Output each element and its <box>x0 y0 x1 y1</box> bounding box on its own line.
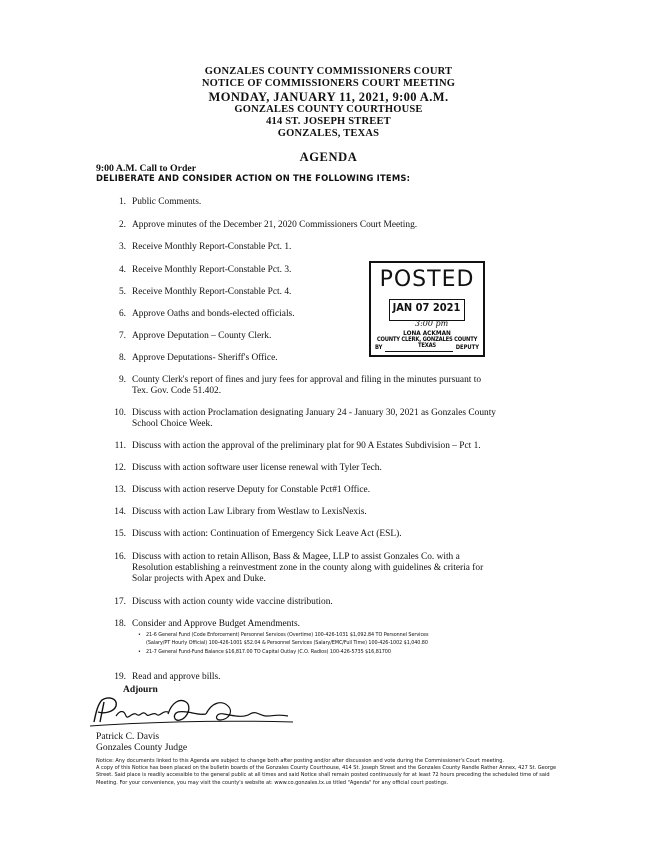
item-text: Discuss with action Proclamation designating January 24 - January 30, 2021 as Gonzales County <box>132 408 496 418</box>
item-text: Discuss with action software user license renewal with Tyler Tech. <box>132 463 382 473</box>
city-state: GONZALES, TEXAS <box>277 128 380 139</box>
notice-text <box>96 758 566 787</box>
item-number: 8. <box>118 353 126 363</box>
deputy-label: DEPUTY <box>455 345 479 351</box>
agenda-item <box>112 441 532 452</box>
agenda-item <box>112 672 532 683</box>
stamp-by-line <box>375 345 479 351</box>
signature-line <box>385 351 453 352</box>
item-number: 3. <box>118 242 126 252</box>
notice-title: NOTICE OF COMMISSIONERS COURT MEETING <box>201 78 456 89</box>
agenda-title: AGENDA <box>299 150 358 164</box>
item-number: 10. <box>114 408 126 418</box>
deliberate-heading: DELIBERATE AND CONSIDER ACTION ON THE FOLLOWING ITEMS: <box>96 173 411 183</box>
agenda-item <box>112 507 532 518</box>
bullet: • <box>138 632 141 638</box>
by-label: BY <box>375 345 383 351</box>
judge-title: Gonzales County Judge <box>96 742 188 753</box>
item-number: 1. <box>118 197 126 207</box>
judge-signature <box>88 692 298 732</box>
budget-amendment <box>138 632 566 647</box>
agenda-item <box>112 619 532 630</box>
clerk-name: LONA ACKMAN <box>403 329 451 337</box>
court-name: GONZALES COUNTY COMMISSIONERS COURT <box>204 66 453 77</box>
notice-paragraph-2: A copy of this Notice has been placed on the bulletin boards of the Gonzales County Courthouse, 414 St. Joseph Street and the Gonzales County Randle Rather Annex, 427 St. George Street. Said place is readily accessible to the general public at all times and said Notice shall remain posted continuously for at least 72 hours preceding the scheduled time of said Meeting. For your convenience, you may visit the county's website at: www.co.gonzales.tx.us titled "Agenda" for any official court postings. <box>96 765 557 786</box>
item-number: 5. <box>118 287 126 297</box>
agenda-item <box>112 485 532 496</box>
call-to-order: 9:00 A.M. Call to Order <box>96 163 197 174</box>
item-number: 4. <box>118 265 126 275</box>
item-number: 7. <box>118 331 126 341</box>
item-number: 14. <box>114 507 126 517</box>
item-number: 12. <box>114 463 126 473</box>
agenda-item <box>112 375 532 397</box>
item-number: 19. <box>114 672 126 682</box>
amendment-text-continued: (Salary/PT Hourly Official) 100-426-1001 $52.04 & Personnel Services (Salary/EMC/Full Time) 100-426-1002 $1,040.80 <box>146 639 428 646</box>
item-number: 15. <box>114 529 126 539</box>
posted-stamp <box>369 261 485 357</box>
item-text: Read and approve bills. <box>132 672 221 682</box>
item-text-continued: Solar projects with Apex and Duke. <box>132 574 266 584</box>
item-text: Approve Oaths and bonds-elected officials. <box>132 309 295 319</box>
judge-name: Patrick C. Davis <box>96 731 160 742</box>
notice-paragraph-1: Notice: Any documents linked to this Agenda are subject to change both after posting and/or after discussion and vote during the Commissioner's Court meeting. <box>96 758 505 764</box>
agenda-item <box>112 408 532 430</box>
bullet: • <box>138 649 141 655</box>
item-text: Consider and Approve Budget Amendments. <box>132 619 300 629</box>
clerk-title: COUNTY CLERK, GONZALES COUNTY TEXAS <box>376 337 478 349</box>
item-text: Approve Deputation – County Clerk. <box>132 331 272 341</box>
item-text: Approve minutes of the December 21, 2020 Commissioners Court Meeting. <box>132 220 418 230</box>
budget-amendment <box>138 649 566 657</box>
item-number: 17. <box>114 597 126 607</box>
item-text: Receive Monthly Report-Constable Pct. 3. <box>132 265 292 275</box>
item-text-continued: Tex. Gov. Code 51.402. <box>132 386 222 396</box>
posted-label: POSTED <box>379 267 475 292</box>
item-number: 11. <box>114 441 126 451</box>
item-number: 9. <box>118 375 126 385</box>
agenda-item <box>112 529 532 540</box>
item-text: Receive Monthly Report-Constable Pct. 1. <box>132 242 292 252</box>
stamp-date-box <box>389 299 465 321</box>
agenda-item <box>112 597 532 608</box>
item-text: Discuss with action Law Library from Westlaw to LexisNexis. <box>132 507 367 517</box>
item-text: Approve Deputations- Sheriff's Office. <box>132 353 278 363</box>
item-number: 2. <box>118 220 126 230</box>
stamp-time: 3:00 pm <box>415 319 449 328</box>
meeting-date: MONDAY, JANUARY 11, 2021, 9:00 A.M. <box>208 90 449 104</box>
agenda-item <box>112 220 532 231</box>
meeting-header <box>0 66 657 140</box>
item-text: Discuss with action county wide vaccine distribution. <box>132 597 333 607</box>
item-number: 13. <box>114 485 126 495</box>
agenda-item <box>112 242 532 253</box>
amendment-text: 21-7 General Fund-Fund Balance $16,817.00 TO Capital Outlay (C.O. Radios) 100-426-5735 $16,81700 <box>146 649 391 655</box>
amendment-text: 21-6 General Fund (Code Enforcement) Personnel Services (Overtime) 100-426-1031 $1,092.84 TO Personnel Services <box>146 632 429 638</box>
item-text: Public Comments. <box>132 197 202 207</box>
agenda-item <box>112 463 532 474</box>
item-text: Discuss with action: Continuation of Emergency Sick Leave Act (ESL). <box>132 529 402 539</box>
agenda-item <box>112 552 532 585</box>
item-number: 16. <box>114 552 126 562</box>
item-text: Discuss with action to retain Allison, Bass & Magee, LLP to assist Gonzales Co. with a <box>132 552 460 562</box>
adjourn-label: Adjourn <box>123 685 158 695</box>
item-number: 18. <box>114 619 126 629</box>
item-text: Discuss with action the approval of the preliminary plat for 90 A Estates Subdivision – Pct 1. <box>132 441 481 451</box>
item-text: County Clerk's report of fines and jury fees for approval and filing in the minutes pursuant to <box>132 375 482 385</box>
item-text: Receive Monthly Report-Constable Pct. 4. <box>132 287 292 297</box>
item-text: Discuss with action reserve Deputy for Constable Pct#1 Office. <box>132 485 371 495</box>
item-number: 6. <box>118 309 126 319</box>
agenda-item <box>112 197 532 208</box>
street-address: 414 ST. JOSEPH STREET <box>266 116 391 127</box>
item-text-continued: School Choice Week. <box>132 419 213 429</box>
item-text-continued: Resolution establishing a reinvestment zone in the county along with guidelines & criteria for <box>132 563 484 573</box>
stamp-date: JAN 07 2021 <box>392 301 461 314</box>
courthouse-name: GONZALES COUNTY COURTHOUSE <box>234 104 423 115</box>
